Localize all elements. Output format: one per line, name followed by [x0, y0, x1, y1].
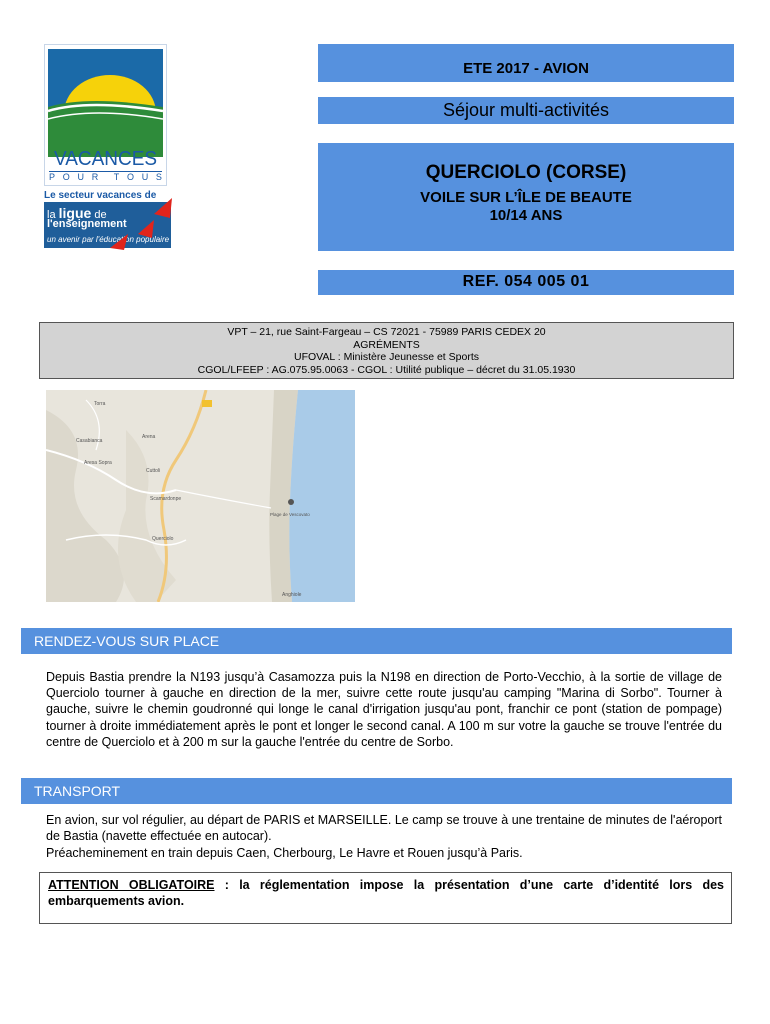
ligue-caption: Le secteur vacances de	[44, 190, 157, 201]
agrement-cgol: CGOL/LFEEP : AG.075.95.0063 - CGOL : Utilité publique – décret du 31.05.1930	[197, 363, 576, 376]
rendez-vous-header	[21, 628, 732, 654]
vacances-pour-tous-logo	[44, 44, 167, 186]
transport-title: TRANSPORT	[34, 783, 121, 799]
warning-box	[39, 872, 732, 924]
map-label-casabianca: Casabianca	[76, 438, 103, 444]
map-label-aresa: Aresa Sopra	[84, 460, 112, 466]
age-range: 10/14 ANS	[489, 207, 563, 224]
destination-banner	[318, 143, 734, 251]
sun-sea-logo-icon	[48, 49, 163, 157]
warning-body: : la réglementation impose la présentation d’une carte d’identité lors des embarquements avion.	[48, 878, 725, 908]
warning-label: ATTENTION OBLIGATOIRE	[48, 878, 215, 892]
transport-pretransport-text: Préacheminement en train depuis Caen, Cherbourg, Le Havre et Rouen jusqu’à Paris.	[46, 846, 523, 860]
season-banner	[318, 44, 734, 82]
agrements-heading: AGRÉMENTS	[353, 338, 420, 351]
season-title: ETE 2017 - AVION	[463, 60, 589, 77]
road-shield-icon	[202, 400, 212, 407]
map-label-querciolo: Querciolo	[152, 536, 174, 542]
transport-text: En avion, sur vol régulier, au départ de PARIS et MARSEILLE. Le camp se trouve à une trentaine de minutes de l'aéroport de Bastia (navette effectuée en autocar).	[46, 813, 722, 844]
stay-type: Séjour multi-activités	[442, 100, 610, 120]
logo-wordmark: VACANCES	[53, 148, 158, 171]
map-label-arena: Arena	[142, 434, 156, 440]
warning-text	[48, 877, 724, 909]
address-line: VPT – 21, rue Saint-Fargeau – CS 72021 - 75989 PARIS CEDEX 20	[227, 326, 546, 338]
map-graphic	[46, 390, 355, 602]
ligue-line1: la ligue de	[47, 205, 107, 221]
rendez-vous-title: RENDEZ-VOUS SUR PLACE	[34, 633, 220, 649]
map-label-cuttoli: Cuttoli	[146, 468, 161, 474]
rendez-vous-text: Depuis Bastia prendre la N193 jusqu’à Casamozza puis la N198 en direction de Porto-Vecchio, à la sortie de village de Querciolo tourner à gauche en direction de la mer, suivre cette route jusqu'au camping "Marina di Sorbo". Tourner à gauche, suivre le chemin goudronné qui longe le canal d'irrigation jusqu'au pont, franchir ce pont (station de pompage) tourner à droite immédiatement après le pont et longer le second canal. A 100 m sur votre la gauche se trouve l'entrée du centre de Querciolo et à 200 m sur la gauche l'entrée du centre de Sorbo.	[46, 670, 722, 749]
red-arrows-icon	[104, 196, 176, 252]
address-box	[39, 322, 734, 379]
stay-type-banner	[318, 97, 734, 124]
destination-title: QUERCIOLO (CORSE)	[425, 162, 627, 183]
logo-subtitle: P O U R T O U S	[49, 172, 162, 182]
location-map	[46, 390, 355, 602]
map-label-plage: Plage de Vescovato	[270, 512, 310, 517]
ligue-line2: l'enseignement	[47, 218, 127, 230]
activity-title: VOILE SUR L’ÎLE DE BEAUTE	[420, 189, 632, 206]
transport-header	[21, 778, 732, 804]
ligue-tagline: un avenir par l'éducation populaire	[47, 235, 170, 244]
agrement-ufoval: UFOVAL : Ministère Jeunesse et Sports	[294, 351, 479, 363]
map-label-scamardonpe: Scamardonpe	[150, 496, 182, 502]
map-label-anghiole: Anghiole	[282, 592, 302, 598]
map-label-torra: Torra	[94, 401, 106, 407]
reference-number: REF. 054 005 01	[462, 273, 590, 290]
reference-banner	[318, 270, 734, 295]
